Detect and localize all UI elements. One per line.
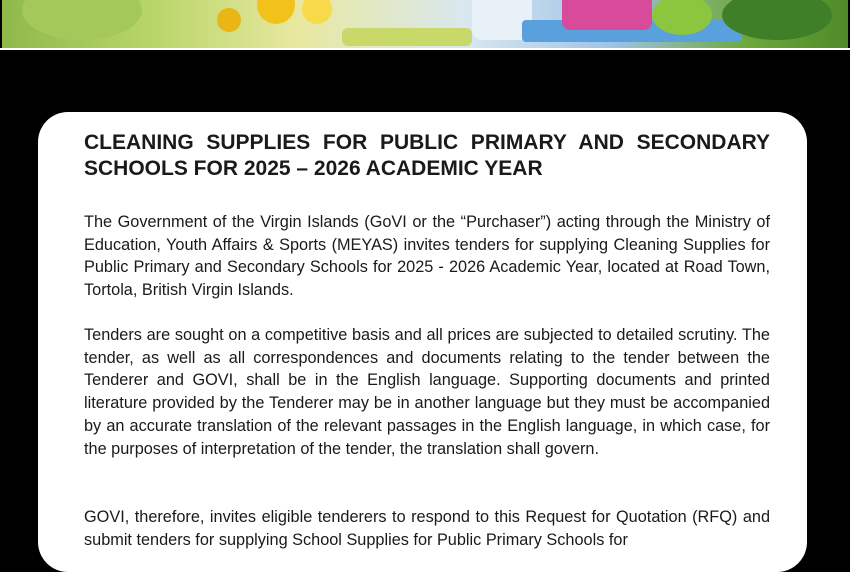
cleaning-supplies-photo-icon — [2, 0, 848, 48]
header-banner — [0, 0, 850, 60]
notice-title: CLEANING SUPPLIES FOR PUBLIC PRIMARY AND SECONDARY SCHOOLS FOR 2025 – 2026 ACADEMIC YEAR — [84, 131, 770, 180]
notice-paragraph-3: GOVI, therefore, invites eligible tenderers to respond to this Request for Quotation (RFQ) and submit tenders for supplying School Supplies for Public Primary Schools for — [84, 508, 770, 549]
banner-divider — [0, 48, 850, 50]
notice-paragraph-1: The Government of the Virgin Islands (GoVI or the “Purchaser”) acting through the Ministry of Education, Youth Affairs & Sports (MEYAS) invites tenders for supplying Cleaning Supplies for Public Primary and Secondary Schools for 2025 - 2026 Academic Year, located at Road Town, Tortola, British Virgin Islands. — [84, 213, 770, 300]
notice-paragraph-2: Tenders are sought on a competitive basis and all prices are subjected to detailed scrutiny. The tender, as well as all correspondences and documents relating to the tender between the Tenderer and GOVI, shall be in the English language. Supporting documents and printed literature provided by the Tenderer may be in another language but they must be accompanied by an accurate translation of the relevant passages in the English language, in which case, for the purposes of interpretation of the tender, the translation shall govern. — [84, 326, 770, 458]
